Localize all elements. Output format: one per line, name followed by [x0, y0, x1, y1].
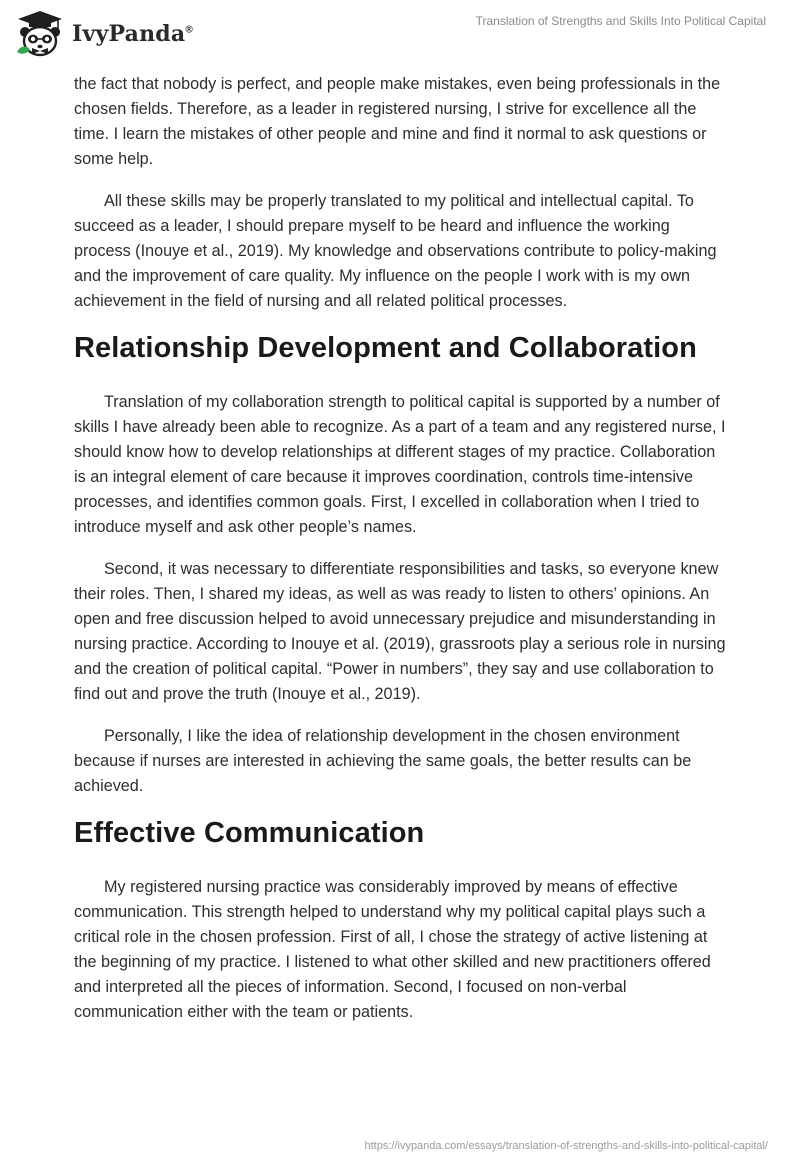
paragraph: Second, it was necessary to differentiate responsibilities and tasks, so everyone knew their roles. Then, I shared my ideas, as well as was ready to listen to others’ opinions. An open and free discussion helped to avoid unnecessary prejudice and misunderstanding in nursing practice. According to Inouye et al. (2019), grassroots play a serious role in nursing and the creation of political capital. “Power in numbers”, they say and use collaboration to find out and prove the truth (Inouye et al., 2019). [74, 560, 726, 703]
page-header [0, 0, 800, 70]
paragraph: All these skills may be properly translated to my political and intellectual capital. To succeed as a leader, I should prepare myself to be heard and influence the working process (Inouye et al., 2019). My knowledge and observations contribute to policy-making and the improvement of care quality. My influence on the people I work with is my own achievement in the field of nursing and all related political processes. [74, 192, 717, 310]
paragraph: My registered nursing practice was considerably improved by means of effective communication. This strength helped to understand why my political capital plays such a critical role in the chosen profession. First of all, I chose the strategy of active listening at the beginning of my practice. I listened to what other skilled and new practitioners offered and interpreted all the pieces of information. Second, I focused on non-verbal communication either with the team or patients. [74, 878, 711, 1021]
section-heading-communication: Effective Communication [74, 817, 425, 849]
paragraph: Personally, I like the idea of relationship development in the chosen environment because if nurses are interested in achieving the same goals, the better results can be achieved. [74, 727, 692, 795]
panda-graduate-icon [14, 8, 66, 60]
brand-name: IvyPanda® [72, 21, 193, 47]
paragraph: Translation of my collaboration strength to political capital is supported by a number of skills I have already been able to recognize. As a part of a team and any registered nurse, I should know how to develop relationships at different stages of my practice. Collaboration is an integral element of care because it improves coordination, controls time-intensive processes, and identifies common goals. First, I excelled in collaboration when I tried to introduce myself and ask other people’s names. [74, 393, 726, 536]
paragraph: the fact that nobody is perfect, and people make mistakes, even being professionals in the chosen fields. Therefore, as a leader in registered nursing, I strive for excellence all the time. I learn the mistakes of other people and mine and find it normal to ask questions or some help. [74, 75, 721, 168]
section-heading-collaboration: Relationship Development and Collaboration [74, 332, 697, 364]
brand-logo[interactable] [14, 8, 193, 60]
source-url[interactable]: https://ivypanda.com/essays/translation-of-strengths-and-skills-into-political-capital/ [364, 1140, 768, 1152]
document-title: Translation of Strengths and Skills Into Political Capital [475, 14, 766, 28]
essay-content [74, 72, 726, 1042]
